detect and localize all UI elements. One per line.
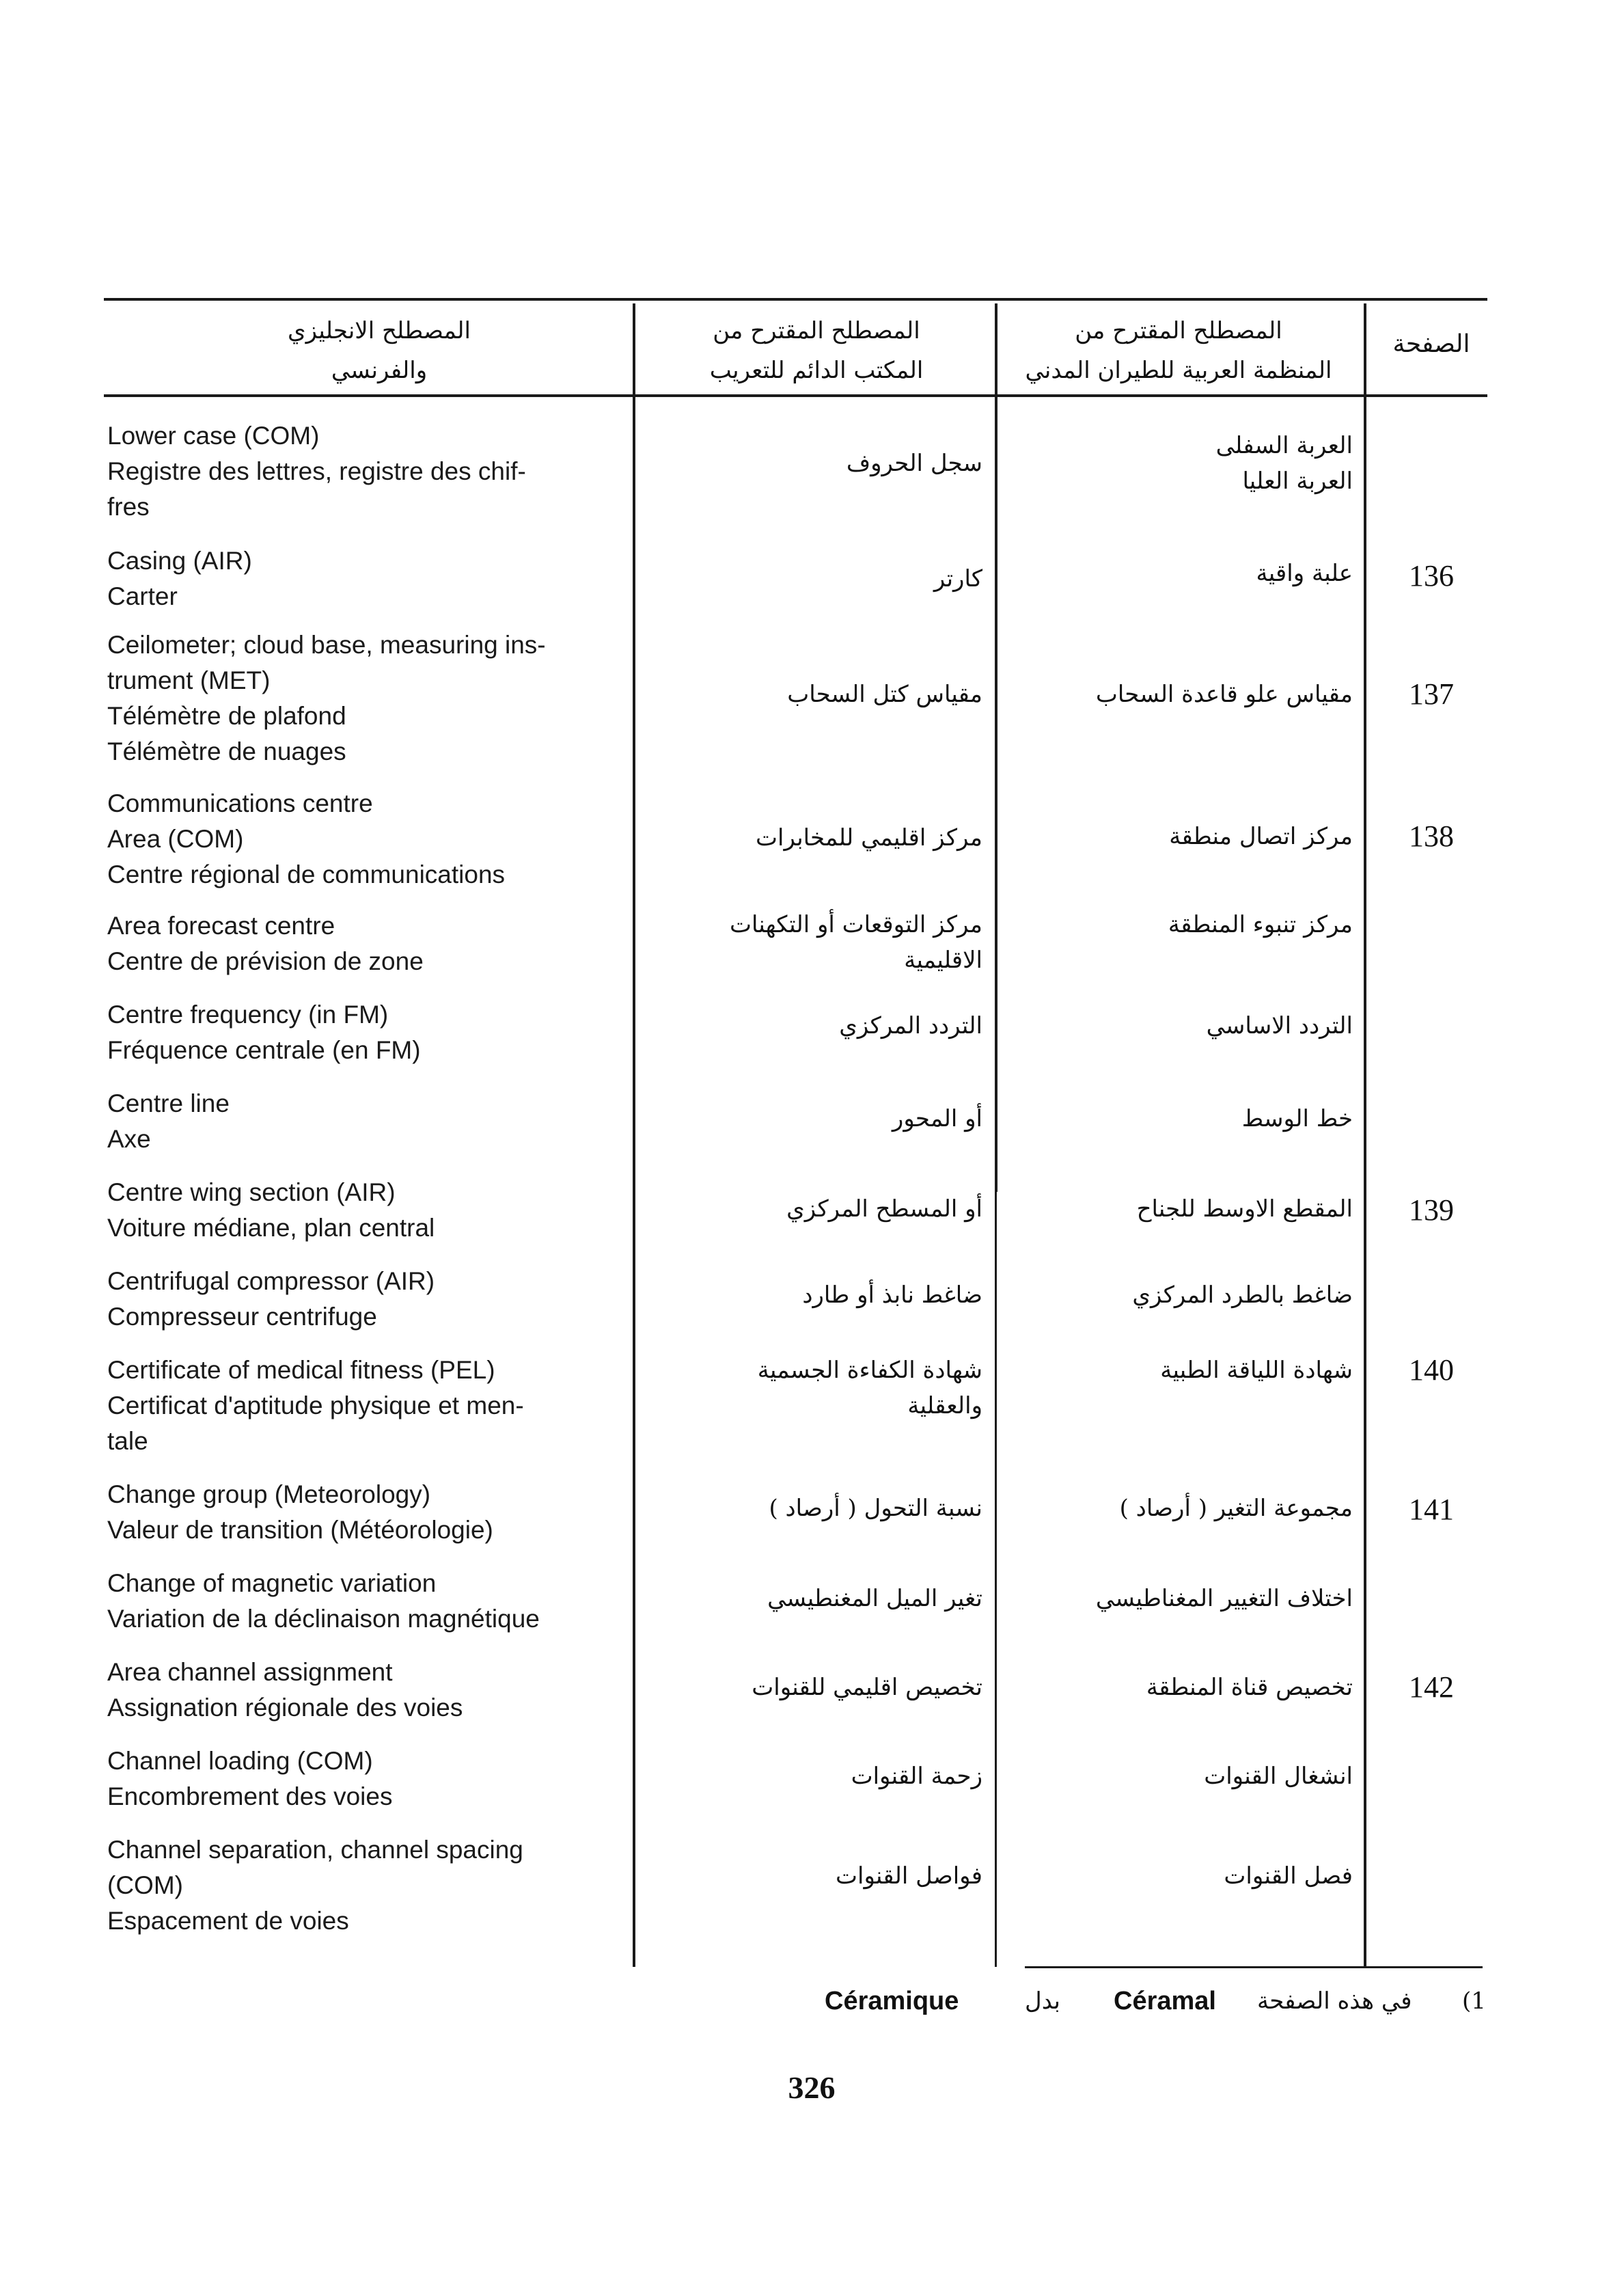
term-arab-office: فواصل القنوات [836,1862,982,1890]
term-arab-office: نسبة التحول ( أرصاد ) [769,1495,982,1522]
term-aviation-org: المقطع الاوسط للجناح [1136,1195,1353,1223]
page-ref: 136 [1409,559,1454,593]
term-aviation-org: ضاغط بالطرد المركزي [1132,1281,1353,1309]
term-arab-office: مركز اقليمي للمخابرات [756,824,982,852]
page-ref: 138 [1409,819,1454,853]
column-divider-3 [1364,303,1366,1967]
term-english-french: Centre frequency (in FM) Fréquence centrale (en FM) [107,1001,421,1064]
term-english-french: Area forecast centre Centre de prévision de zone [107,912,424,975]
term-aviation-org: التردد الاساسي [1206,1012,1353,1039]
footnote-marker: (1 [1462,1987,1486,2015]
term-aviation-org: مجموعة التغير ( أرصاد ) [1119,1495,1353,1522]
term-english-french: Change group (Meteorology) Valeur de transition (Météorologie) [107,1480,493,1544]
term-arab-office: تغير الميل المغنطيسي [767,1585,982,1612]
term-aviation-org: اختلاف التغيير المغناطيسي [1095,1585,1353,1612]
term-english-french: Certificate of medical fitness (PEL) Certificat d'aptitude physique et men- tale [107,1356,524,1455]
footnote-lead-text: في هذه الصفحة [1257,1987,1412,2015]
term-english-french: Centrifugal compressor (AIR) Compresseur centrifuge [107,1267,435,1331]
footnote-instead-word: بدل [1025,1987,1061,2015]
column-divider-2-lower [995,1192,997,1967]
page-ref: 141 [1409,1493,1454,1526]
header-english-french: المصطلح الانجليزي والفرنسي [288,317,471,384]
term-english-french: Centre wing section (AIR) Voiture médiane, plan central [107,1178,435,1242]
page-ref: 142 [1409,1670,1454,1704]
header-proposed-aviation-org: المصطلح المقترح من المنظمة العربية للطيران المدني [1025,317,1332,384]
term-arab-office: سجل الحروف [846,450,982,477]
term-english-french: Channel separation, channel spacing (COM) Espacement de voies [107,1836,523,1935]
term-arab-office: ضاغط نابذ أو طارد [802,1281,982,1309]
footnote-correct-term: Céramique [825,1987,959,2015]
term-arab-office: مركز التوقعات أو التكهنات الاقليمية [730,911,982,974]
term-aviation-org: مركز اتصال منطقة [1169,823,1353,850]
column-divider-2 [995,303,997,1192]
term-aviation-org: علبة واقية [1256,560,1353,587]
term-english-french: Lower case (COM) Registre des lettres, registre des chif- fres [107,422,526,521]
page-number: 326 [788,2070,836,2105]
term-arab-office: أو المحور [892,1105,982,1132]
term-english-french: Ceilometer; cloud base, measuring ins- trument (MET) Télémètre de plafond Télémètre de nuages [107,631,546,765]
header-page: الصفحة [1392,330,1470,358]
page-ref: 140 [1409,1353,1454,1387]
footnote-rule [1025,1966,1483,1968]
footnote [820,1982,1510,2020]
page-ref: 139 [1409,1193,1454,1227]
term-arab-office: تخصيص اقليمي للقنوات [752,1674,982,1701]
term-aviation-org: خط الوسط [1241,1105,1353,1132]
term-arab-office: زحمة القنوات [851,1763,982,1790]
term-english-french: Change of magnetic variation Variation de la déclinaison magnétique [107,1569,540,1633]
term-aviation-org: مركز تنبوء المنطقة [1168,911,1353,938]
term-english-french: Communications centre Area (COM) Centre régional de communications [107,789,506,888]
term-arab-office: شهادة الكفاءة الجسمية والعقلية [757,1357,982,1419]
page-ref: 137 [1409,677,1454,711]
term-english-french: Casing (AIR) Carter [107,547,252,610]
footnote-wrong-term: Céramal [1114,1987,1216,2015]
term-aviation-org: تخصيص قناة المنطقة [1146,1674,1353,1701]
term-english-french: Channel loading (COM) Encombrement des voies [107,1747,393,1810]
term-aviation-org: مقياس علو قاعدة السحاب [1095,681,1353,708]
term-aviation-org: انشغال القنوات [1204,1763,1353,1790]
table-top-rule [104,298,1487,301]
term-english-french: Area channel assignment Assignation régionale des voies [107,1658,463,1722]
term-aviation-org: العربة السفلى العربة العليا [1215,432,1353,495]
header-proposed-arab-office: المصطلح المقترح من المكتب الدائم للتعريب [709,317,924,384]
term-arab-office: مقياس كتل السحاب [787,681,982,708]
term-english-french: Centre line Axe [107,1089,230,1153]
term-aviation-org: فصل القنوات [1224,1862,1353,1890]
term-aviation-org: شهادة اللياقة الطبية [1160,1357,1353,1384]
term-arab-office: كارتر [933,565,982,593]
table-header-rule [104,394,1487,397]
term-arab-office: أو المسطح المركزي [786,1195,982,1223]
term-arab-office: التردد المركزي [839,1012,982,1039]
